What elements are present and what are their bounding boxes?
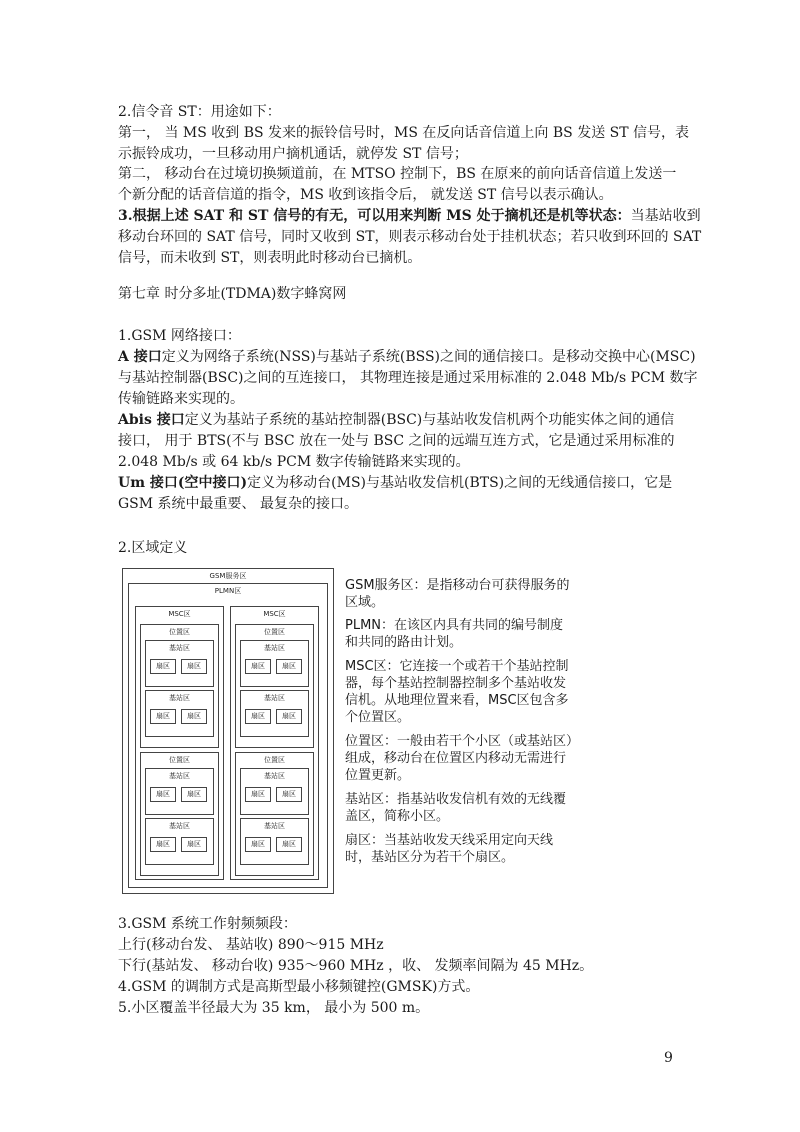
desc-line: 区域。: [345, 595, 385, 610]
msc-label: MSC区: [263, 610, 286, 618]
desc-line: MSC区：它连接一个或若干个基站控制: [345, 659, 569, 674]
msc-area-box: [135, 606, 224, 880]
base-station-box: [145, 768, 214, 815]
msc-area-box: [230, 606, 319, 880]
location-area-label: 位置区: [169, 628, 190, 636]
page-number: 9: [664, 1050, 673, 1066]
freq-uplink: 上行(移动台发、 基站收) 890～915 MHz: [118, 937, 384, 953]
base-station-box: [240, 818, 309, 865]
st-line-4: 个新分配的话音信道的指令，MS 收到该指令后， 就发送 ST 信号以表示确认。: [118, 187, 613, 203]
chapter-title: 第七章 时分多址(TDMA)数字蜂窝网: [118, 286, 347, 302]
st-line-6: 移动台环回的 SAT 信号，同时又收到 ST，则表示移动台处于挂机状态；若只收到环回的 SAT: [118, 229, 702, 245]
location-area-box: [235, 752, 314, 876]
base-station-label: 基站区: [169, 822, 190, 830]
abis-interface-label: Abis 接口: [118, 412, 185, 428]
base-station-label: 基站区: [169, 772, 190, 780]
st-line-2: 示振铃成功，一旦移动用户摘机通话，就停发 ST 信号；: [118, 146, 468, 162]
um-interface-line-1: [118, 473, 672, 493]
desc-line: 个位置区。: [345, 710, 411, 725]
abis-interface-line-3: 2.048 Mb/s 或 64 kb/s PCM 数字传输链路来实现的。: [118, 454, 470, 470]
sector-box: 扇区: [150, 709, 176, 724]
a-interface-line-2: 与基站控制器(BSC)之间的互连接口， 其物理连接是通过采用标准的 2.048 Mb/s PCM 数字: [118, 370, 698, 386]
location-area-box: [140, 624, 219, 748]
st-line-5-rest: 当基站收到: [630, 208, 701, 224]
freq-downlink: 下行(基站发、 移动台收) 935～960 MHz ，收、 发频率间隔为 45 MHz。: [118, 958, 594, 974]
abis-interface-text: 定义为基站子系统的基站控制器(BSC)与基站收发信机两个功能实体之间的通信: [184, 412, 675, 428]
desc-line: 器，每个基站控制器控制多个基站收发: [345, 676, 567, 691]
plmn-label: PLMN区: [214, 587, 242, 595]
desc-line: PLMN：在该区内具有共同的编号制度: [345, 618, 564, 633]
base-station-box: [240, 640, 309, 687]
sector-box: 扇区: [150, 659, 176, 674]
plmn-box: [128, 583, 328, 888]
sector-box: 扇区: [276, 837, 302, 852]
base-station-box: [240, 768, 309, 815]
region-title: 2.区域定义: [118, 540, 188, 556]
base-station-label: 基站区: [264, 822, 285, 830]
sector-box: 扇区: [276, 659, 302, 674]
sector-box: 扇区: [181, 659, 207, 674]
base-station-box: [145, 818, 214, 865]
location-area-box: [235, 624, 314, 748]
location-area-label: 位置区: [169, 756, 190, 764]
abis-interface-line-2: 接口， 用于 BTS(不与 BSC 放在一处与 BSC 之间的远端互连方式，它是通过采用标准的: [118, 433, 675, 449]
msc-label: MSC区: [168, 610, 191, 618]
desc-line: 组成，移动台在位置区内移动无需进行: [345, 751, 567, 766]
um-interface-label: Um 接口(空中接口): [118, 475, 248, 491]
sector-box: 扇区: [276, 709, 302, 724]
gsm-modulation: 4.GSM 的调制方式是高斯型最小移频键控(GMSK)方式。: [118, 979, 480, 995]
desc-line: GSM服务区：是指移动台可获得服务的: [345, 578, 570, 593]
st-title: 2.信令音 ST：用途如下：: [118, 104, 281, 120]
desc-line: 和共同的路由计划。: [345, 635, 463, 650]
desc-line: 盖区，简称小区。: [345, 809, 450, 824]
st-line-1: 第一， 当 MS 收到 BS 发来的振铃信号时，MS 在反向话音信道上向 BS 发送 ST 信号，表: [118, 125, 690, 141]
gsm-interface-title: 1.GSM 网络接口：: [118, 328, 241, 344]
sector-box: 扇区: [181, 709, 207, 724]
abis-interface-line-1: [118, 410, 674, 430]
location-area-label: 位置区: [264, 756, 285, 764]
desc-line: 扇区：当基站收发天线采用定向天线: [345, 833, 554, 848]
st-line-5: [118, 206, 701, 226]
a-interface-label: A 接口: [118, 349, 162, 365]
gsm-service-area-label: GSM服务区: [209, 572, 247, 580]
sector-box: 扇区: [150, 787, 176, 802]
st-line-3: 第二， 移动台在过境切换频道前，在 MTSO 控制下，BS 在原来的前向话音信道上发送一: [118, 166, 677, 182]
base-station-label: 基站区: [169, 694, 190, 702]
sector-box: 扇区: [181, 837, 207, 852]
sector-box: 扇区: [150, 837, 176, 852]
a-interface-line-1: [118, 347, 696, 367]
sector-box: 扇区: [245, 787, 271, 802]
gsm-area-diagram: [122, 568, 334, 894]
base-station-box: [145, 690, 214, 737]
sector-box: 扇区: [245, 837, 271, 852]
sector-box: 扇区: [276, 787, 302, 802]
desc-line: 位置更新。: [345, 768, 411, 783]
base-station-label: 基站区: [264, 772, 285, 780]
sector-box: 扇区: [245, 659, 271, 674]
a-interface-line-3: 传输链路来实现的。: [118, 391, 244, 407]
st-line-7: 信号，而未收到 ST，则表明此时移动台已摘机。: [118, 250, 422, 266]
base-station-box: [240, 690, 309, 737]
a-interface-text: 定义为网络子系统(NSS)与基站子系统(BSS)之间的通信接口。是移动交换中心(MSC): [161, 349, 696, 365]
um-interface-line-2: GSM 系统中最重要、 最复杂的接口。: [118, 496, 359, 512]
base-station-label: 基站区: [264, 644, 285, 652]
gsm-service-area-box: [122, 568, 334, 894]
freq-title: 3.GSM 系统工作射频频段：: [118, 916, 297, 932]
base-station-box: [145, 640, 214, 687]
base-station-label: 基站区: [264, 694, 285, 702]
desc-line: 基站区：指基站收发信机有效的无线覆: [345, 792, 567, 807]
st-line-5-bold: 3.根据上述 SAT 和 ST 信号的有无，可以用来判断 MS 处于摘机还是机等状态：: [118, 208, 631, 224]
desc-line: 位置区：一般由若干个小区（或基站区）: [345, 734, 580, 749]
base-station-label: 基站区: [169, 644, 190, 652]
desc-line: 信机。从地理位置来看，MSC区包含多: [345, 693, 569, 708]
um-interface-text: 定义为移动台(MS)与基站收发信机(BTS)之间的无线通信接口，它是: [247, 475, 673, 491]
desc-line: 时，基站区分为若干个扇区。: [345, 850, 515, 865]
sector-box: 扇区: [245, 709, 271, 724]
location-area-box: [140, 752, 219, 876]
location-area-label: 位置区: [264, 628, 285, 636]
sector-box: 扇区: [181, 787, 207, 802]
cell-radius: 5.小区覆盖半径最大为 35 km， 最小为 500 m。: [118, 1000, 430, 1016]
